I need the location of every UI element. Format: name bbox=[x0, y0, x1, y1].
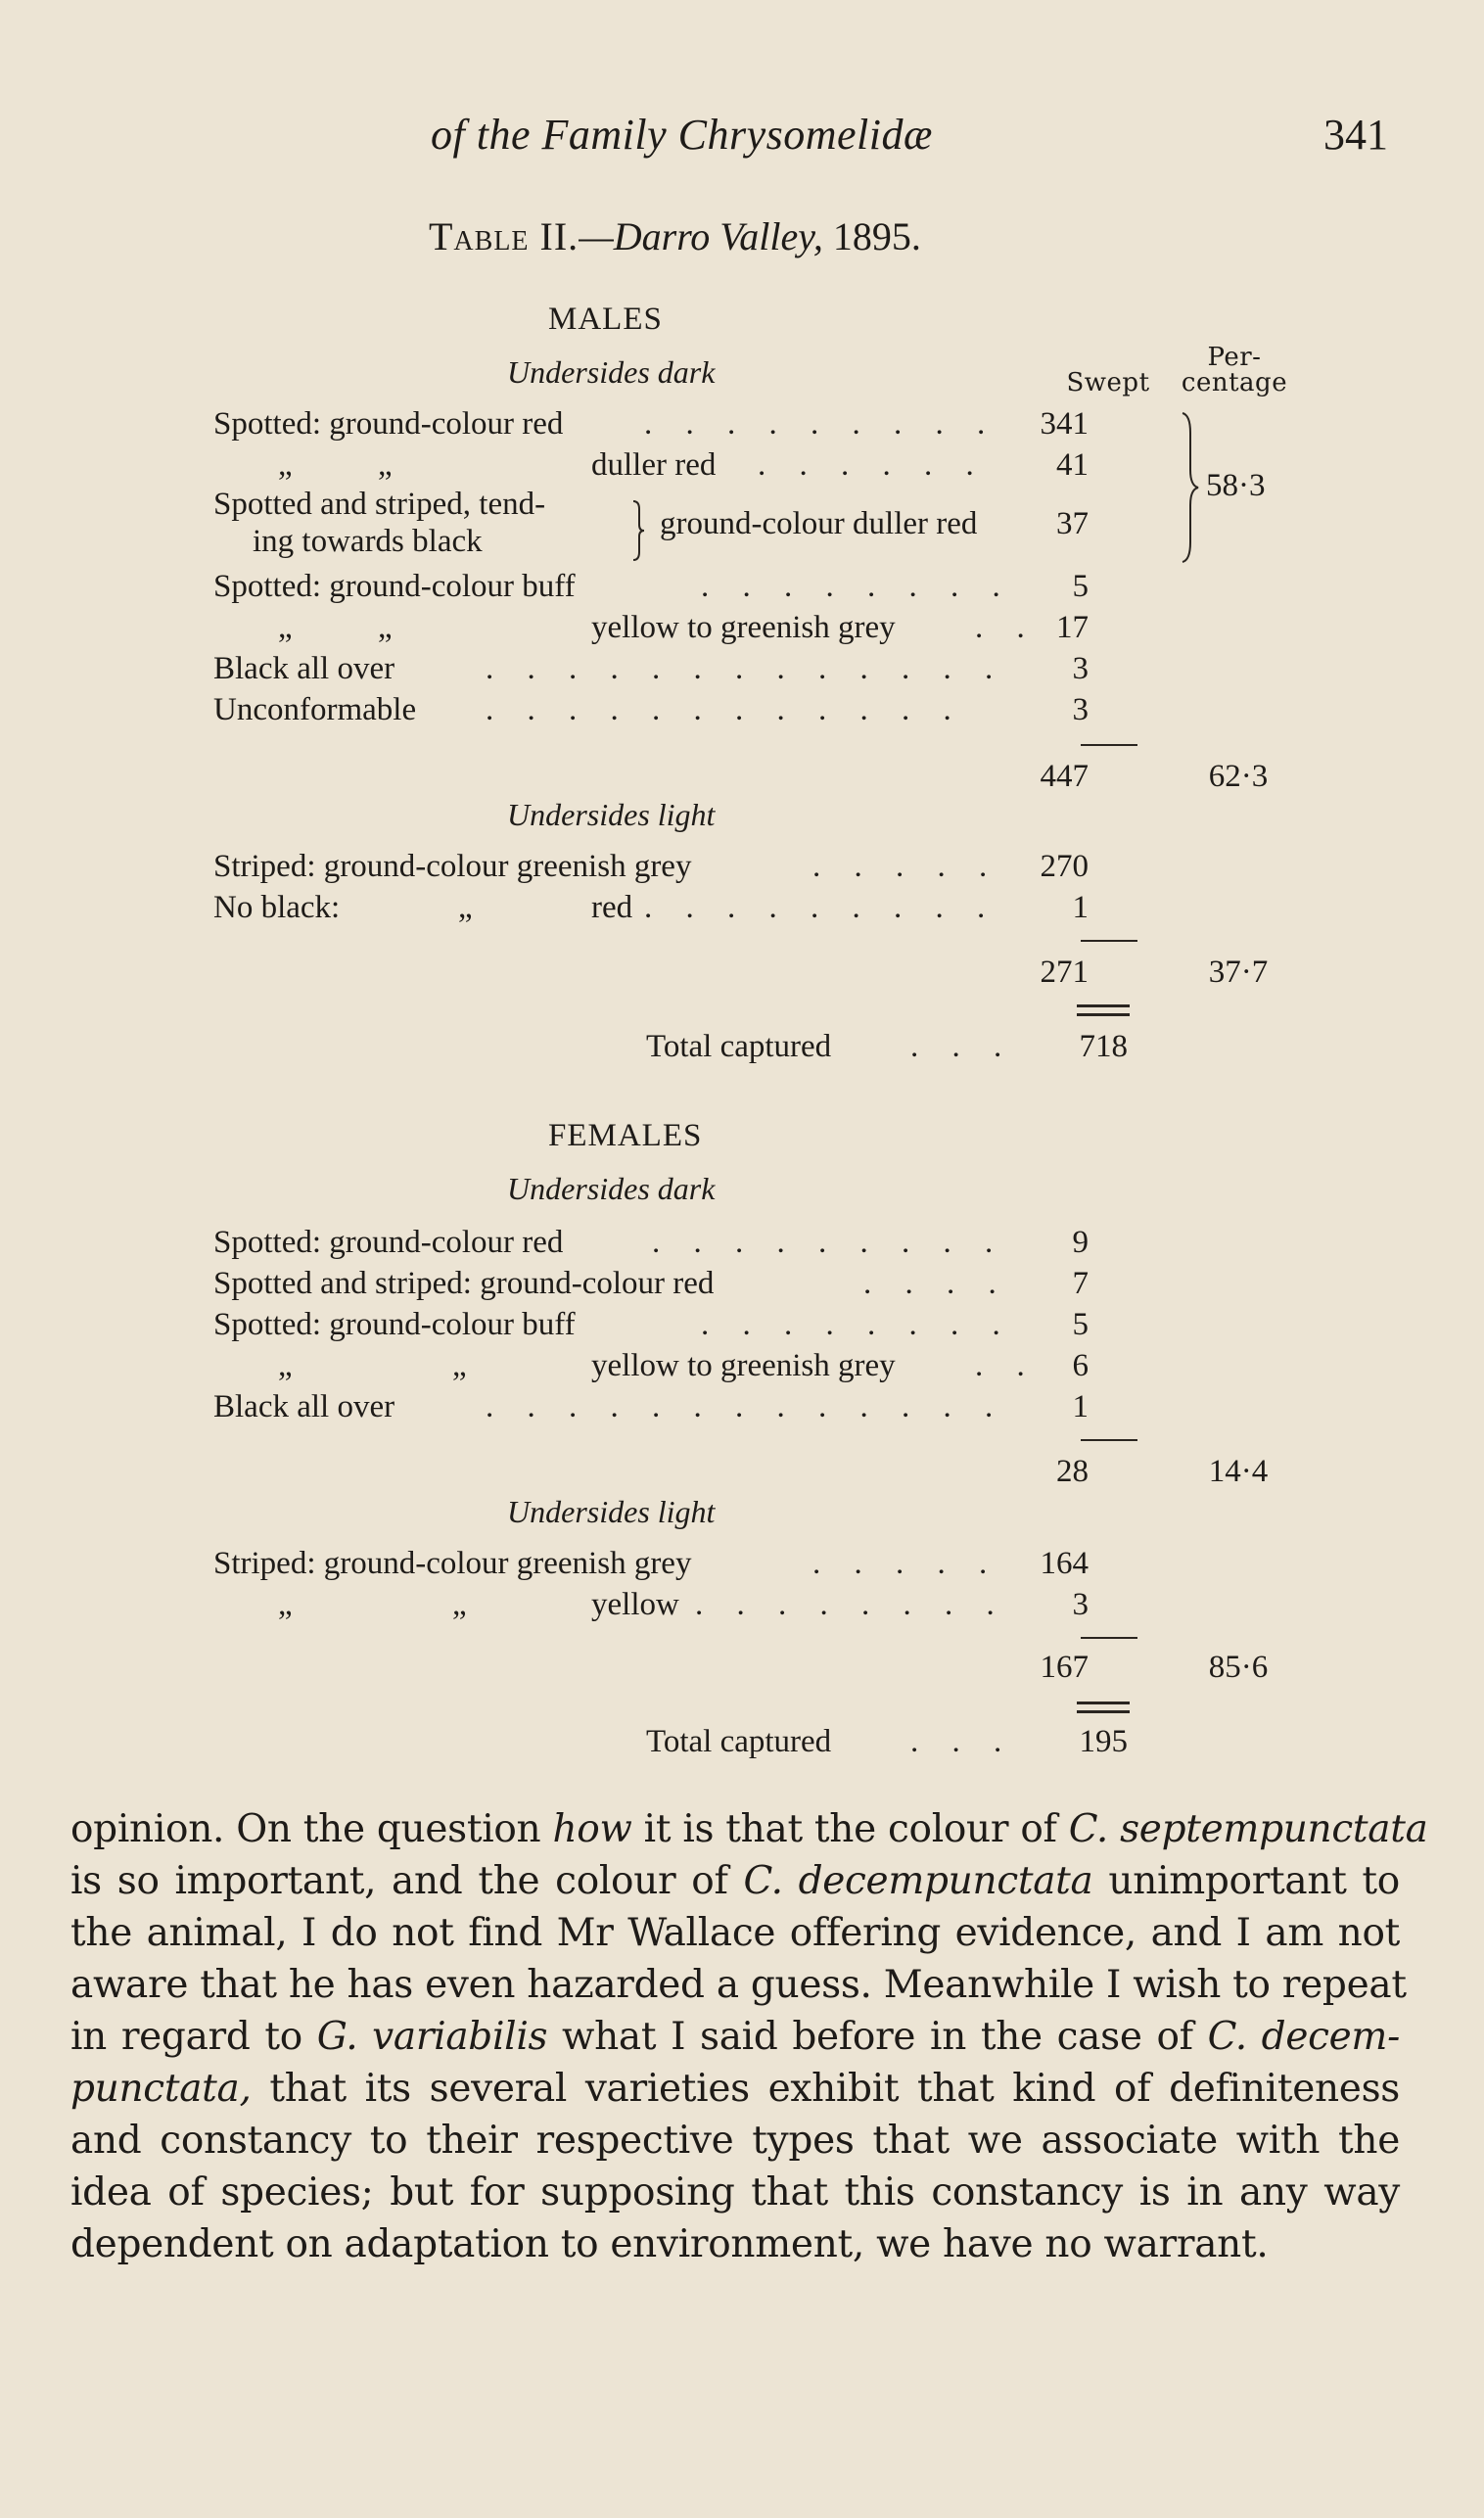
ditto-mark: „ bbox=[278, 1348, 293, 1383]
row-label: red bbox=[591, 890, 633, 925]
ditto-mark: „ bbox=[278, 1587, 293, 1622]
row-leaders: . . . bbox=[910, 1029, 1015, 1064]
row-leaders: . . . . . . . . . bbox=[644, 406, 998, 442]
table-row bbox=[213, 607, 1290, 648]
page-number: 341 bbox=[1323, 111, 1388, 159]
text-run: is so important, and the colour of bbox=[70, 1859, 744, 1903]
table-row bbox=[213, 648, 1290, 689]
text-run-italic: how bbox=[552, 1807, 632, 1851]
running-title: of the Family Chrysomelidæ bbox=[431, 111, 933, 159]
table-row bbox=[213, 1386, 1290, 1427]
table-row bbox=[213, 444, 1290, 486]
row-swept: 5 bbox=[1072, 1307, 1089, 1342]
table-row bbox=[213, 1584, 1290, 1625]
row-label: No black: bbox=[213, 890, 341, 925]
ditto-mark: „ bbox=[278, 447, 293, 483]
row-label: yellow to greenish grey bbox=[591, 610, 896, 645]
paragraph-line bbox=[70, 1855, 1400, 1907]
row-leaders: . . bbox=[975, 610, 1038, 645]
table-caption-year: 1895. bbox=[822, 214, 921, 258]
row-leaders: . . . . . . . . bbox=[701, 569, 1013, 604]
paragraph-line: dependent on adaptation to environment, we have no warrant. bbox=[70, 2222, 1269, 2266]
females-dark-total: 28 bbox=[1056, 1454, 1089, 1489]
paragraph-line bbox=[70, 1803, 1428, 1855]
row-swept: 3 bbox=[1072, 651, 1089, 686]
text-run-italic: C. decempunctata bbox=[743, 1859, 1093, 1903]
males-dark-total: 447 bbox=[1040, 759, 1089, 794]
males-dark-total-row bbox=[0, 756, 1273, 797]
females-heading: FEMALES bbox=[548, 1118, 703, 1153]
row-leaders: . . . . . . . . bbox=[695, 1587, 1007, 1622]
bracket-percentage: 58·3 bbox=[1206, 468, 1266, 503]
females-light-percentage: 85·6 bbox=[1208, 1650, 1269, 1685]
paragraph-line bbox=[70, 2011, 1400, 2063]
table-row bbox=[213, 1304, 1290, 1345]
percentage-column-header bbox=[1171, 345, 1298, 396]
table-row bbox=[213, 1222, 1290, 1263]
row-leaders: . . . . . . . . . . . . bbox=[486, 692, 964, 727]
row-label: yellow to greenish grey bbox=[591, 1348, 896, 1383]
row-label: Unconformable bbox=[213, 692, 417, 727]
females-light-total-row bbox=[0, 1647, 1273, 1688]
row-label: Striped: ground-colour greenish grey bbox=[213, 1546, 692, 1581]
males-light-total: 271 bbox=[1040, 955, 1089, 990]
row-leaders: . . . . . . bbox=[758, 447, 987, 483]
double-rule bbox=[1077, 1004, 1130, 1016]
row-leaders: . . . . . . . . . bbox=[644, 890, 998, 925]
ditto-mark: „ bbox=[378, 447, 393, 483]
row-label: Striped: ground-colour greenish grey bbox=[213, 849, 692, 884]
row-swept: 3 bbox=[1072, 692, 1089, 727]
ditto-mark: „ bbox=[378, 610, 393, 645]
captured-total: 195 bbox=[1079, 1724, 1128, 1759]
females-dark-percentage: 14·4 bbox=[1208, 1454, 1269, 1489]
text-run: what I said before in the case of bbox=[547, 2015, 1208, 2059]
row-label: ground-colour duller red bbox=[660, 506, 978, 541]
row-label: yellow bbox=[591, 1587, 679, 1622]
row-swept: 17 bbox=[1056, 610, 1089, 645]
females-dark-heading: Undersides dark bbox=[507, 1171, 716, 1206]
double-rule bbox=[1077, 1702, 1130, 1713]
row-swept: 5 bbox=[1072, 569, 1089, 604]
row-leaders: . . . . . bbox=[812, 849, 1000, 884]
males-dark-heading: Undersides dark bbox=[507, 354, 716, 390]
row-swept: 1 bbox=[1072, 1389, 1089, 1424]
table-caption bbox=[429, 213, 921, 259]
row-leaders: . . . . bbox=[863, 1266, 1009, 1301]
sum-rule bbox=[1081, 744, 1137, 746]
row-label: duller red bbox=[591, 447, 717, 483]
table-caption-label: Table II. bbox=[429, 214, 580, 258]
males-light-total-row bbox=[0, 952, 1273, 993]
males-light-percentage: 37·7 bbox=[1208, 955, 1269, 990]
row-leaders: . . . bbox=[910, 1724, 1015, 1759]
row-swept: 164 bbox=[1040, 1546, 1089, 1581]
table-row bbox=[213, 887, 1290, 928]
males-dark-percentage: 62·3 bbox=[1208, 759, 1269, 794]
row-leaders: . . . . . . . . . . . . . bbox=[486, 651, 1006, 686]
sum-rule bbox=[1081, 940, 1137, 942]
row-leaders: . . bbox=[975, 1348, 1038, 1383]
table-row bbox=[213, 1345, 1290, 1386]
row-swept: 3 bbox=[1072, 1587, 1089, 1622]
ditto-mark: „ bbox=[452, 1348, 467, 1383]
males-light-heading: Undersides light bbox=[507, 797, 716, 832]
females-light-heading: Undersides light bbox=[507, 1494, 716, 1529]
row-swept: 37 bbox=[1056, 506, 1089, 541]
captured-label: Total captured bbox=[646, 1029, 832, 1064]
row-label: Spotted: ground-colour buff bbox=[213, 569, 576, 604]
ditto-mark: „ bbox=[458, 890, 473, 925]
swept-column-header: Swept bbox=[1066, 368, 1150, 397]
text-run: it is that the colour of bbox=[631, 1807, 1069, 1851]
row-leaders: . . . . . . . . . . . . . bbox=[486, 1389, 1006, 1424]
percentage-header-line1: Per- bbox=[1207, 343, 1262, 372]
body-paragraph bbox=[70, 1803, 1428, 2270]
row-swept: 6 bbox=[1072, 1348, 1089, 1383]
text-run-italic: punctata, bbox=[70, 2067, 252, 2111]
paragraph-line: and constancy to their respective types that we associate with the bbox=[70, 2119, 1400, 2163]
percentage-header-line2: centage bbox=[1181, 368, 1288, 397]
row-label: Black all over bbox=[213, 1389, 395, 1424]
paragraph-line: aware that he has even hazarded a guess. Meanwhile I wish to repeat bbox=[70, 1963, 1407, 2007]
table-row bbox=[213, 566, 1290, 607]
table-row bbox=[213, 1263, 1290, 1304]
row-label-line1: Spotted and striped, tend- bbox=[213, 487, 546, 522]
table-caption-place: —Darro Valley, bbox=[579, 214, 823, 258]
brace-icon bbox=[630, 499, 646, 562]
row-label: Spotted and striped: ground-colour red bbox=[213, 1266, 715, 1301]
paragraph-line: idea of species; but for supposing that this constancy is in any way bbox=[70, 2170, 1400, 2215]
row-leaders: . . . . . . . . . bbox=[652, 1225, 1006, 1260]
text-run-italic: C. decem- bbox=[1207, 2015, 1400, 2059]
text-run: that its several varieties exhibit that kind of definiteness bbox=[251, 2067, 1400, 2111]
row-leaders: . . . . . bbox=[812, 1546, 1000, 1581]
text-run: in regard to bbox=[70, 2015, 317, 2059]
ditto-mark: „ bbox=[452, 1587, 467, 1622]
females-dark-total-row bbox=[0, 1451, 1273, 1492]
table-row bbox=[213, 484, 1290, 566]
row-label-line2: ing towards black bbox=[253, 524, 483, 559]
table-row bbox=[213, 403, 1290, 444]
males-captured-row bbox=[646, 1026, 1136, 1067]
text-run: opinion. On the question bbox=[70, 1807, 553, 1851]
row-label: Spotted: ground-colour red bbox=[213, 1225, 564, 1260]
sum-rule bbox=[1081, 1439, 1137, 1441]
table-row bbox=[213, 1543, 1290, 1584]
text-run: unimportant to bbox=[1092, 1859, 1400, 1903]
paragraph-line: the animal, I do not find Mr Wallace offering evidence, and I am not bbox=[70, 1911, 1400, 1955]
row-swept: 270 bbox=[1040, 849, 1089, 884]
males-heading: MALES bbox=[548, 302, 663, 337]
row-label: Black all over bbox=[213, 651, 395, 686]
captured-total: 718 bbox=[1079, 1029, 1128, 1064]
row-label: Spotted: ground-colour red bbox=[213, 406, 564, 442]
captured-label: Total captured bbox=[646, 1724, 832, 1759]
table-row bbox=[213, 846, 1290, 887]
sum-rule bbox=[1081, 1637, 1137, 1639]
row-swept: 41 bbox=[1056, 447, 1089, 483]
row-swept: 341 bbox=[1040, 406, 1089, 442]
females-light-total: 167 bbox=[1040, 1650, 1089, 1685]
row-swept: 1 bbox=[1072, 890, 1089, 925]
running-head bbox=[0, 110, 1484, 168]
row-swept: 9 bbox=[1072, 1225, 1089, 1260]
right-brace-icon bbox=[1181, 411, 1202, 564]
text-run-italic: G. variabilis bbox=[316, 2015, 548, 2059]
row-swept: 7 bbox=[1072, 1266, 1089, 1301]
row-leaders: . . . . . . . . bbox=[701, 1307, 1013, 1342]
ditto-mark: „ bbox=[278, 610, 293, 645]
table-row bbox=[213, 689, 1290, 730]
paragraph-line bbox=[70, 2063, 1400, 2115]
females-captured-row bbox=[646, 1721, 1136, 1762]
row-label: Spotted: ground-colour buff bbox=[213, 1307, 576, 1342]
text-run-italic: C. septempunctata bbox=[1068, 1807, 1428, 1851]
